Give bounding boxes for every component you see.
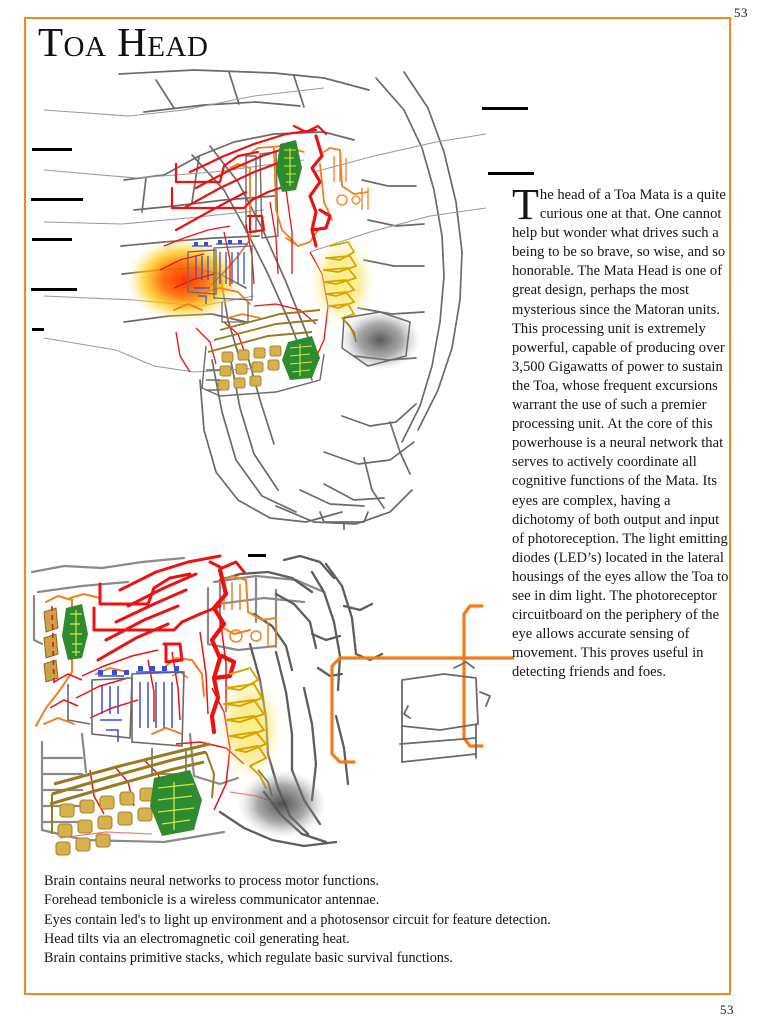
note-item: Brain contains neural networks to process motor functions. <box>44 873 379 889</box>
page-title: Toa Head <box>38 19 209 65</box>
leader-dash-1 <box>32 148 72 151</box>
illustration-top <box>24 60 514 530</box>
article-paragraph: he head of a Toa Mata is a quite curious one at that. One cannot help but wonder what drives such a being to be so brave, so wise, and so honorable. The Mata Head is one of great design, perhaps the most mysterious since the Matoran units. This processing unit is extremely powerful, capable of producing over 3,500 Gigawatts of power to sustain the Toa, whose frequent excursions warrant the use of such a premier processing unit. At the core of this powerhouse is a neural network that serves to actively coordinate all cognitive functions of the Mata. Its eyes are complex, having a dichotomy of both output and input of photoreception. The light emitting diodes (LED’s) located in the lateral housings of the eyes allow the Toa to see in dim light. The photoreceptor circuitboard on the periphery of the eye allows accurate sensing of movement. This proves useful in detecting friends and foes. <box>512 187 729 681</box>
drop-cap: T <box>512 180 539 229</box>
note-item: Eyes contain led's to light up environment and a photosensor circuit for feature detection. <box>44 911 551 928</box>
notes-list <box>44 872 604 968</box>
leader-dash-2 <box>31 198 83 201</box>
note-item: Head tilts via an electromagnetic coil generating heat. <box>44 930 350 947</box>
illustration-bottom <box>24 548 514 868</box>
leader-dash-5 <box>32 328 44 331</box>
leader-dash-7 <box>488 172 534 175</box>
leader-dash-3 <box>32 238 72 241</box>
leader-dash-4 <box>31 288 77 291</box>
page-number-top: 53 <box>734 5 748 20</box>
note-item: Brain contains primitive stacks, which regulate basic survival functions. <box>44 950 453 967</box>
page-number-bottom: 53 <box>720 1002 734 1017</box>
leader-dash-6 <box>482 107 528 110</box>
note-item: Forehead tembonicle is a wireless communicator antennae. <box>44 892 380 909</box>
article-body <box>512 180 734 682</box>
